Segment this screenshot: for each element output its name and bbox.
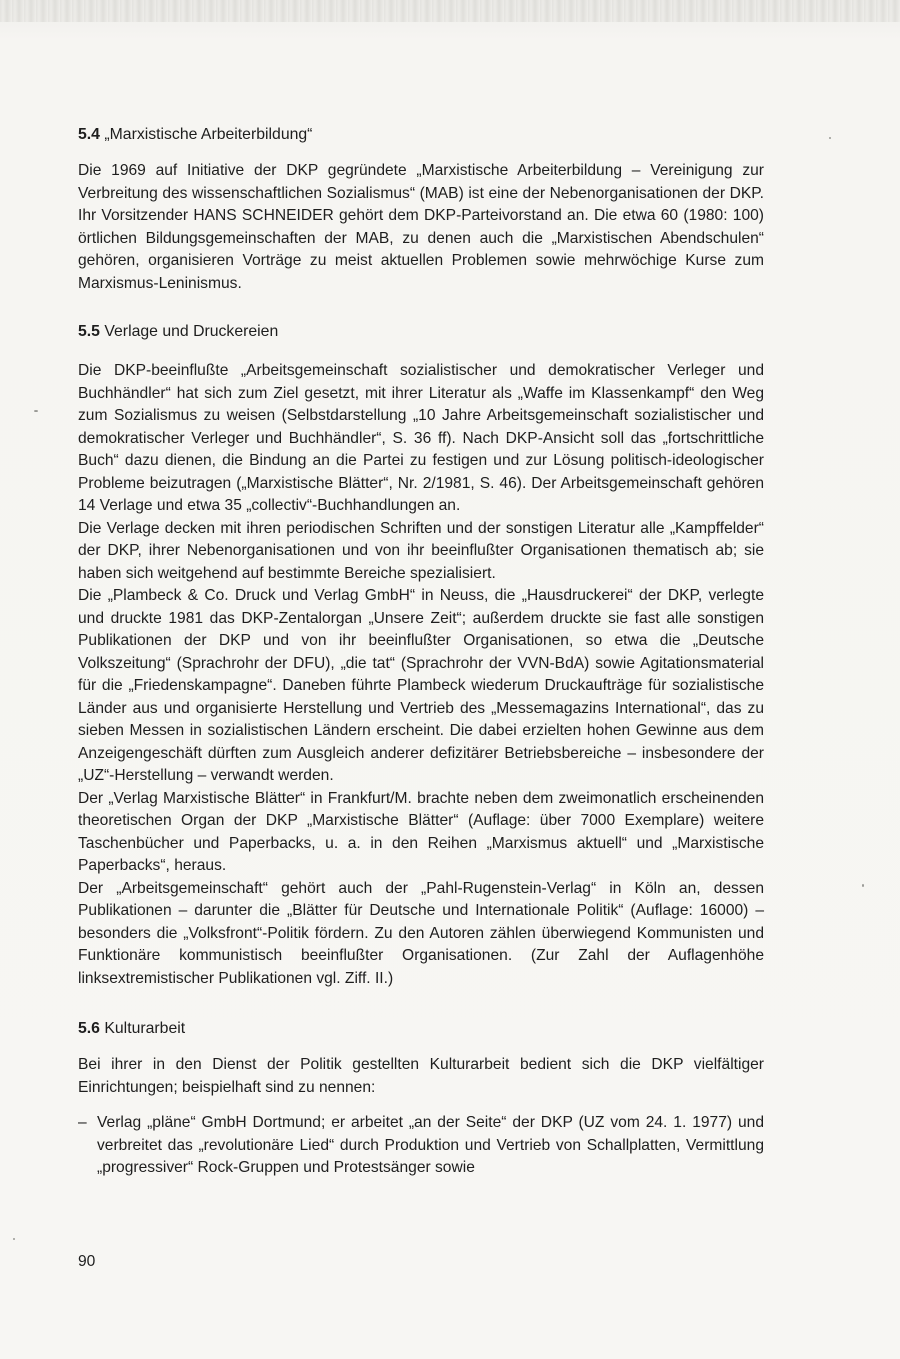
list-item-text: Verlag „pläne“ GmbH Dortmund; er arbeitet „an der Seite“ der DKP (UZ vom 24. 1. 1977) und verbreitet das „revolutionäre Lied“ durch Produktion und Vertrieb von Schallplatten, Vermittlung „progressiver“ Rock-Gruppen und Protestsänger sowie <box>97 1114 764 1176</box>
section-number: 5.4 <box>78 126 100 143</box>
list-dash-marker: – <box>78 1114 87 1131</box>
page-number: 90 <box>78 1253 96 1270</box>
section-5-5-paragraph-3: Die „Plambeck & Co. Druck und Verlag GmbH“ in Neuss, die „Hausdruckerei“ der DKP, verlegte und druckte 1981 das DKP-Zentalorgan „Unsere Zeit“; außerdem druckte sie fast alle sonstigen Publikationen der DKP und von ihr beeinflußter Organisationen, so etwa die „Deutsche Volkszeitung“ (Sprachrohr der DFU), „die tat“ (Sprachrohr der VVN-BdA) sowie Agitationsmaterial für die „Friedenskampagne“. Daneben führte Plambeck wiederum Druckaufträge für sozialistische Länder aus und organisierte Herstellung und Vertrieb des „Messemagazins International“, das zu sieben Messen in sozialistischen Ländern erscheint. Die dabei erzielten hohen Gewinne aus dem Anzeigengeschäft dürften zum Ausgleich anderer defizitärer Betriebsbereiche – insbesondere der „UZ“-Herstellung – verwandt werden. <box>78 587 764 784</box>
scan-speck <box>829 137 831 139</box>
section-5-4-paragraph: Die 1969 auf Initiative der DKP gegründete „Marxistische Arbeiterbildung – Vereinigung zur Verbreitung des wissenschaftlichen Sozialismus“ (MAB) ist eine der Nebenorganisationen der DKP. Ihr Vorsitzender HANS SCHNEIDER gehört dem DKP-Parteivorstand an. Die etwa 60 (1980: 100) örtlichen Bildungsgemeinschaften der MAB, zu denen auch die „Marxistischen Abendschulen“ gehören, organisieren Vorträge zu meist aktuellen Problemen sowie mehrwöchige Kurse zum Marxismus-Leninismus. <box>78 162 764 292</box>
scan-speck <box>34 410 38 412</box>
section-5-5-paragraph-5: Der „Arbeitsgemeinschaft“ gehört auch der „Pahl-Rugenstein-Verlag“ in Köln an, dessen Publikationen – darunter die „Blätter für Deutsche und Internationale Politik“ (Auflage: 16000) – besonders die „Volksfront“-Politik fördern. Zu den Autoren zählen überwiegend Kommunisten und Funktionäre kommunistisch beeinflußter Organisationen. (Zur Zahl der Auflagenhöhe linksextremistischer Publikationen vgl. Ziff. II.) <box>78 879 764 987</box>
scan-speck <box>13 1238 15 1240</box>
scan-edge-noise <box>0 0 900 22</box>
section-heading-5-5 <box>78 321 764 343</box>
section-title: „Marxistische Arbeiterbildung“ <box>104 126 313 143</box>
section-heading-5-6 <box>78 1018 764 1040</box>
institution-list <box>78 1112 764 1180</box>
section-heading-5-4 <box>78 124 764 146</box>
scan-speck <box>862 884 864 887</box>
section-5-6-paragraph: Bei ihrer in den Dienst der Politik gestellten Kulturarbeit bedient sich die DKP vielfältiger Einrichtungen; beispielhaft sind zu nennen: <box>78 1056 764 1096</box>
list-item <box>78 1112 764 1180</box>
section-title: Kulturarbeit <box>104 1020 186 1037</box>
section-number: 5.6 <box>78 1020 100 1037</box>
section-title: Verlage und Druckereien <box>104 323 279 340</box>
section-number: 5.5 <box>78 323 100 340</box>
section-5-5-paragraph-1: Die DKP-beeinflußte „Arbeitsgemeinschaft sozialistischer und demokratischer Verleger und Buchhändler“ hat sich zum Ziel gesetzt, mit ihrer Literatur als „Waffe im Klassenkampf“ den Weg zum Sozialismus zu weisen (Selbstdarstellung „10 Jahre Arbeitsgemeinschaft sozialistischer und demokratischer Verleger und Buchhändler“, S. 36 ff). Nach DKP-Ansicht soll das „fortschrittliche Buch“ dazu dienen, die Bindung an die Partei zu festigen und zur Lösung politisch-ideologischer Probleme beizutragen („Marxistische Blätter“, Nr. 2/1981, S. 46). Der Arbeitsgemeinschaft gehören 14 Verlage und etwa 35 „collectiv“-Buchhandlungen an. <box>78 362 764 514</box>
section-5-5-paragraph-2: Die Verlage decken mit ihren periodischen Schriften und der sonstigen Literatur alle „Kampffelder“ der DKP, ihrer Nebenorganisationen und von ihr beeinflußter Organisationen thematisch ab; sie haben sich weitgehend auf bestimmte Bereiche spezialisiert. <box>78 519 764 582</box>
page-content <box>78 124 764 1180</box>
section-5-5-paragraph-4: Der „Verlag Marxistische Blätter“ in Frankfurt/M. brachte neben dem zweimonatlich erscheinenden theoretischen Organ der DKP „Marxistische Blätter“ (Auflage: über 7000 Exemplare) weitere Taschenbücher und Paperbacks, u. a. in den Reihen „Marxismus aktuell“ und „Marxistische Paperbacks“, heraus. <box>78 789 764 874</box>
